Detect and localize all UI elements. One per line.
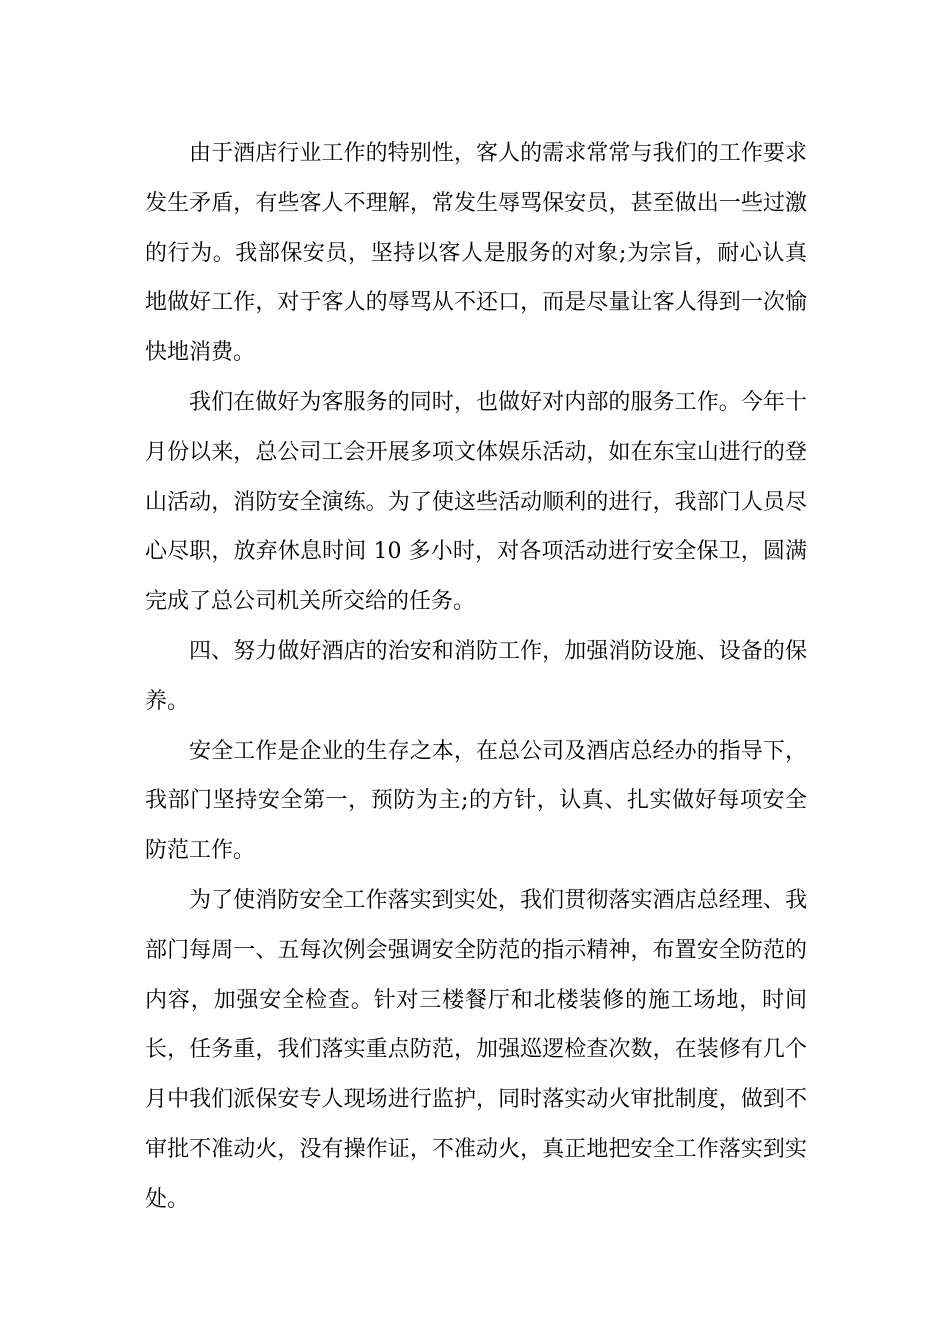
paragraph-safety-foundation: 安全工作是企业的生存之本，在总公司及酒店总经办的指导下，我部门坚持安全第一，预防为主;的方针，认真、扎实做好每项安全防范工作。 xyxy=(145,738,807,864)
paragraph-fire-safety-implementation: 为了使消防安全工作落实到实处，我们贯彻落实酒店总经理、我部门每周一、五每次例会强调安全防范的指示精神，布置安全防范的内容，加强安全检查。针对三楼餐厅和北楼装修的施工场地，时间长，任务重，我们落实重点防范，加强巡逻检查次数，在装修有几个月中我们派保安专人现场进行监护，同时落实动火审批制度，做到不审批不准动火，没有操作证，不准动火，真正地把安全工作落实到实处。 xyxy=(145,887,807,1212)
paragraph-internal-service: 我们在做好为客服务的同时，也做好对内部的服务工作。今年十月份以来，总公司工会开展多项文体娱乐活动，如在东宝山进行的登山活动，消防安全演练。为了使这些活动顺利的进行，我部门人员尽心尽职，放弃休息时间 10 多小时，对各项活动进行安全保卫，圆满完成了总公司机关所交给的任务。 xyxy=(145,389,807,615)
document-page xyxy=(145,129,807,1225)
paragraph-guest-service: 由于酒店行业工作的特别性，客人的需求常常与我们的工作要求发生矛盾，有些客人不理解，常发生辱骂保安员，甚至做出一些过激的行为。我部保安员，坚持以客人是服务的对象;为宗旨，耐心认真地做好工作，对于客人的辱骂从不还口，而是尽量让客人得到一次愉快地消费。 xyxy=(145,141,807,366)
section-heading-security-fire: 四、努力做好酒店的治安和消防工作，加强消防设施、设备的保养。 xyxy=(145,638,807,714)
